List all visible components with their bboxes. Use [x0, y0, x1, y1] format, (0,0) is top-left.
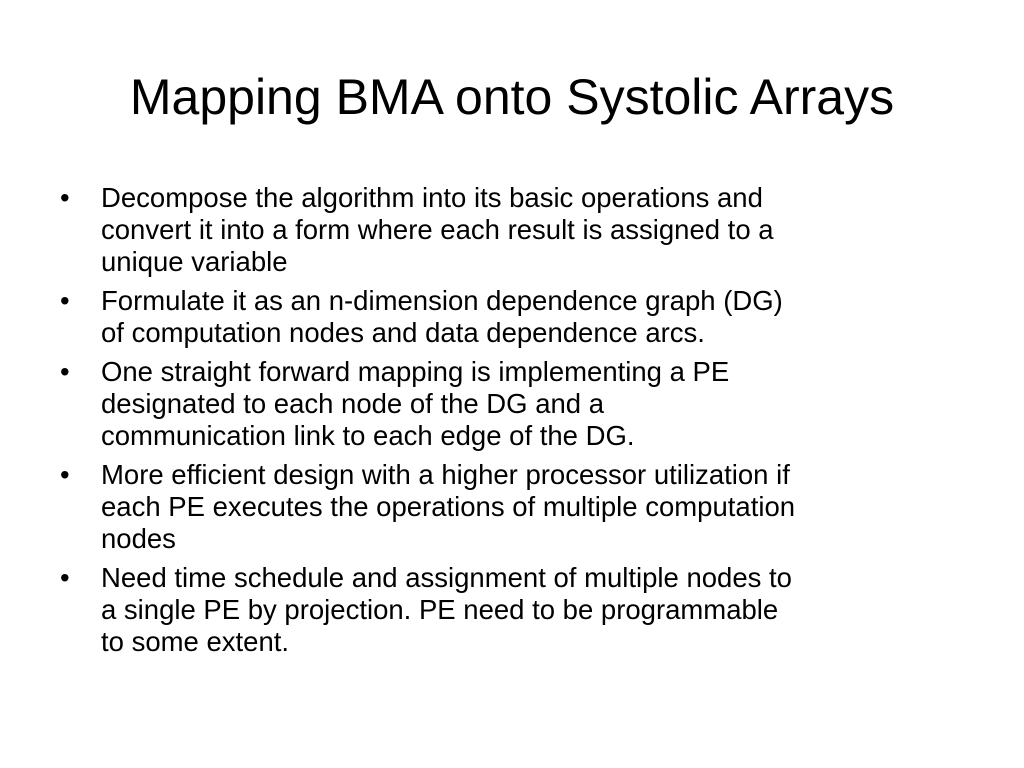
bullet-text-line: to some extent. — [101, 626, 290, 657]
bullet-list — [60, 182, 970, 665]
bullet-text-line: Decompose the algorithm into its basic operations and — [101, 182, 763, 213]
bullet-item — [60, 459, 970, 555]
bullet-icon: • — [60, 562, 70, 593]
bullet-item — [60, 562, 970, 658]
bullet-text-line: of computation nodes and data dependence arcs. — [101, 317, 705, 348]
bullet-icon: • — [60, 356, 70, 387]
bullet-text-line: each PE executes the operations of multiple computation — [101, 491, 796, 522]
bullet-text-line: nodes — [101, 523, 176, 554]
bullet-icon: • — [60, 459, 70, 490]
bullet-icon: • — [60, 182, 70, 213]
bullet-text-line: convert it into a form where each result is assigned to a — [101, 214, 774, 245]
bullet-text-line: designated to each node of the DG and a — [101, 388, 605, 419]
bullet-text-line: Formulate it as an n-dimension dependence graph (DG) — [101, 285, 783, 316]
bullet-icon: • — [60, 285, 70, 316]
bullet-text-line: unique variable — [101, 246, 288, 277]
bullet-item — [60, 285, 970, 349]
slide-title: Mapping BMA onto Systolic Arrays — [129, 69, 895, 125]
bullet-text-line: One straight forward mapping is implementing a PE — [101, 356, 730, 387]
bullet-item — [60, 182, 970, 278]
bullet-text-line: Need time schedule and assignment of multiple nodes to — [101, 562, 792, 593]
bullet-text-line: More efficient design with a higher processor utilization if — [101, 459, 790, 490]
bullet-text-line: a single PE by projection. PE need to be programmable — [101, 594, 779, 625]
bullet-text-line: communication link to each edge of the DG. — [101, 420, 635, 451]
bullet-item — [60, 356, 970, 452]
